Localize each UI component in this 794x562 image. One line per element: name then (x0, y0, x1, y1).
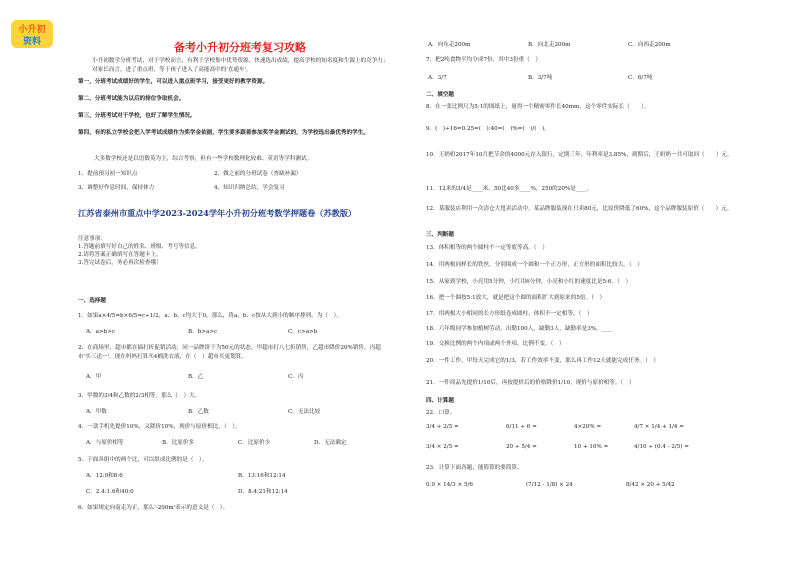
question-11: 11．12米的3/4是____米，50比40多____%，250的20%是____。 (426, 186, 593, 192)
question-7: 7．把2吨食物平均分成7份，其中3份重（ ） (426, 57, 541, 63)
tip-1: 1、提前预习初一知识点 (78, 171, 138, 177)
tip-4: 4、知识归纳总结，学会复习 (214, 185, 285, 191)
judge-20: 20．一件工作，甲每天完成它的1/3，若工作效率不变，那么再工作12天就能完成任务。（ ） (426, 358, 660, 364)
q1-option-b: B．b>a>c (188, 329, 218, 335)
judge-15: 15．从家到学校，小亮用5分钟，小红用6分钟，小亮和小红的速度比是5:6。（ ） (426, 279, 632, 285)
section-calc: 四、计算题 (426, 398, 454, 404)
promo-paragraph-5: 第四，有的私立学校会把入学考试成绩作为奖学金依据，学生要多跟着参加奖学金测试的，为学校选出最优秀的学生。 (78, 130, 369, 136)
oral-5: 3/4 × 2/5 = (426, 444, 459, 450)
calc-3: 8/42 × 20 + 5/42 (626, 482, 675, 488)
q5-option-d: D．8.4:21和12:14 (238, 489, 288, 495)
notice-1: 1.答题前填写好自己的姓名、班级、考号等信息。 (78, 244, 201, 250)
question-12: 12．某服装店利用一次清仓大甩卖活动中，某品牌服装现在只卖80元，比原价降低了60%，这个品牌服装原价（ ）元。 (426, 206, 733, 212)
question-23: 23．计算下面各题，能简算的要简算。 (426, 465, 523, 471)
question-1: 1．如果a×4/5=b×6/5=c÷1/2，a、b、c均大于0，那么，将a、b、c按从大到小的顺序排列，为（ ）。 (78, 313, 342, 319)
q4-option-d: D．无法确定 (314, 440, 347, 446)
judge-16: 16．把一个圆按5:1放大，就是把这个圆的面积扩大到原来的5倍。（ ） (426, 295, 606, 301)
q7-option-b: B．3/7吨 (528, 75, 553, 81)
promo-paragraph-6: 大多数学校还是以语数英为主，综合考察，但有一些学校数理化较难、英语等学科测试。 (94, 156, 313, 162)
promo-paragraph-1: 小升初数学分班考试，对于学校而言，有利于学校集中优势资源，快速选出成绩，提高学校的知名度和生源上的竞争力；对家长而言，进了重点班，等于孩子进入了高能高中的'直通车'。 (92, 58, 389, 73)
q6-option-c: C．向西走200m (628, 42, 671, 48)
question-5: 5．下面各组中的两个比，可以组成比例的是（ ）。 (78, 457, 208, 463)
brand-logo (8, 15, 56, 53)
q2-option-a: A．甲 (86, 374, 102, 380)
judge-13: 13．体积相等的两个圆柱不一定等底等高。（ ） (426, 245, 548, 251)
promo-title: 备考小升初分班考复习攻略 (174, 41, 306, 54)
oral-3: 4×20% = (574, 424, 602, 430)
judge-21: 21．一件商品先提价1/10后，再按提价后的价格降价1/10，现价与原价相等。（ ） (426, 380, 635, 386)
judge-17: 17．用两根大小相同的长方形纸卷成圆柱，体积不一定相等。（ ） (426, 311, 593, 317)
notice-2: 2.请将答案正确填写在答题卡上。 (78, 252, 162, 258)
q1-option-a: A．a>b>c (86, 329, 116, 335)
question-6: 6．如果规定向南走为正，那么'-200m'表示的意义是（ ）。 (78, 505, 229, 511)
q4-option-c: C．比原价少 (238, 440, 271, 446)
oral-8: 4/10 ÷ (0.4 - 2/5) = (634, 444, 689, 450)
oral-7: 10 + 10% = (574, 444, 609, 450)
left-column (78, 0, 392, 562)
section-fill: 二、填空题 (426, 92, 454, 98)
q6-option-b: B．向北走200m (528, 42, 571, 48)
notice-3: 3.答完试卷后，务必再次检查哦！ (78, 260, 162, 266)
judge-18: 18．六年级同学参加植树劳动，出勤100人，缺勤3人，缺勤率是3%。____ (426, 326, 613, 332)
svg-text:小升初: 小升初 (18, 25, 46, 35)
q3-option-a: A．甲数 (86, 409, 107, 415)
calc-1: 0.9 × 14/3 × 5/6 (426, 482, 473, 488)
question-9: 9．( )÷16=0.25=( ):40=( )%=( )/( )。 (426, 126, 550, 132)
q7-option-a: A．3/7 (428, 75, 447, 81)
tip-3: 3、调整好作息时间，保持体力 (78, 185, 155, 191)
section-choice: 一、选择题 (78, 298, 106, 304)
question-4: 4．一款手机先提价10%，又降价10%，现价与原价相比，（ ）。 (78, 424, 241, 430)
q4-option-a: A．与原价相等 (86, 440, 124, 446)
q6-option-a: A．向东走200m (428, 42, 471, 48)
promo-paragraph-4: 第三，分班考试对于学校，也好了解学生情况。 (78, 113, 196, 119)
q2-option-b: B．乙 (188, 374, 204, 380)
q3-option-b: B．乙数 (188, 409, 209, 415)
q2-option-c: C．丙 (288, 374, 304, 380)
q3-option-c: C．无法比较 (288, 409, 321, 415)
section-judge: 三、判断题 (426, 232, 454, 238)
q7-option-c: C．6/7吨 (628, 75, 653, 81)
q5-option-a: A．12:9和8:6 (86, 473, 123, 479)
judge-19: 19．交换比例的两个内项或两个外项，比例不变。（ ） (426, 341, 565, 347)
right-column (416, 0, 736, 562)
judge-14: 14．用两根同样长的铁丝，分别围成一个圆和一个正方形，正方形的面积比较大。（ ） (426, 262, 643, 268)
q5-option-c: C．2.4:1.6和40:0 (86, 489, 134, 495)
question-8: 8．在一张比例尺为5:1的图纸上，量得一个精密零件长40mm，这个零件实际长（ ）。 (426, 104, 650, 110)
exam-title: 江苏省泰州市重点中学2023-2024学年小升初分班考数学押题卷（苏教版） (78, 208, 357, 218)
oral-4: 4/7 × 1/4 + 1/4 = (634, 424, 684, 430)
q5-option-b: B．13:16和12:14 (238, 473, 286, 479)
promo-paragraph-3: 第二，分班考试能为以后的排位争取机会。 (78, 96, 185, 102)
notice-head: 注意事项： (78, 236, 106, 242)
question-10: 10．王奶奶2017年10月把节余的4000元存入银行，定期三年，年利率是3.85%，到期后，王奶奶一共可取回（ ）元。 (426, 152, 733, 158)
oral-1: 3/4 + 2/5 = (426, 424, 459, 430)
question-3: 3．甲数的3/4和乙数的2/3相等，那么（ ）大。 (78, 393, 201, 399)
q4-option-b: B．比原价多 (162, 440, 195, 446)
tip-2: 2、做之前的分班试卷（查缺补漏） (214, 171, 302, 177)
q1-option-c: C．c>a>b (288, 329, 318, 335)
calc-2: (7/12 - 1/8) × 24 (526, 482, 573, 488)
question-2: 2．在商场里，超市都在搞打折促销活动，同一品牌饼干为50元的状态，甲超市打八七折销售，乙超市降价20%销售，丙超市'买三送一'。现在妈妈打算买4桶洗衣液，在（ ）超市买更划算。 (78, 345, 381, 360)
svg-text:资料: 资料 (22, 37, 42, 47)
oral-2: 6/11 ÷ 6 = (506, 424, 537, 430)
oral-6: 20 ÷ 5/4 = (506, 444, 537, 450)
promo-paragraph-2: 第一，分班考试成绩好的学生，可以进入重点班学习，接受更好的教学资源。 (78, 79, 269, 85)
question-22: 22．口算。 (426, 410, 456, 416)
